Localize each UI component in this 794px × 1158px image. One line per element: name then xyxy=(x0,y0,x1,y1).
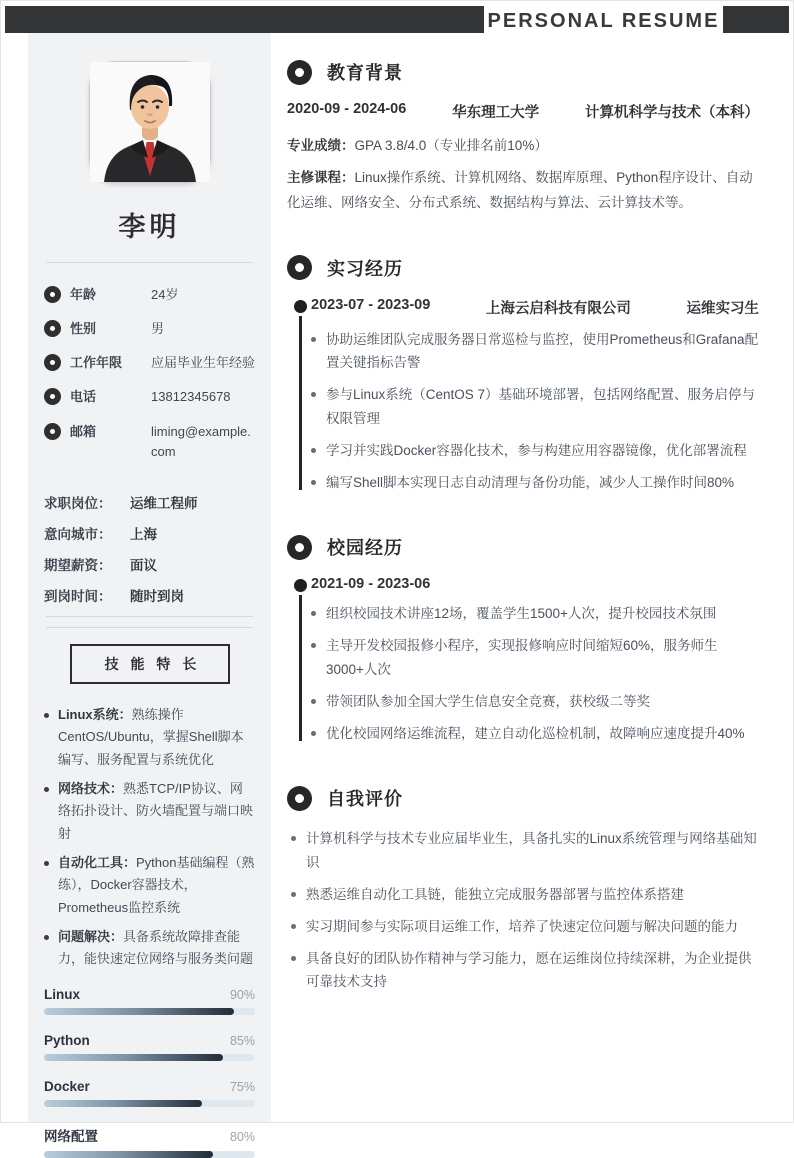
skill-bar-track xyxy=(44,1054,255,1061)
bullet-text: 编写Shell脚本实现日志自动清理与备份功能，减少人工操作时间80% xyxy=(326,474,735,490)
skill-bar-name: Linux xyxy=(44,986,80,1002)
portrait-illustration xyxy=(90,62,210,182)
timeline-line xyxy=(299,316,302,490)
education-gpa-line xyxy=(287,134,759,158)
section-circle-icon xyxy=(287,786,312,811)
intent-row xyxy=(44,492,255,512)
section-title: 校园经历 xyxy=(327,538,403,559)
internship-timeline xyxy=(287,297,759,494)
info-value: 13812345678 xyxy=(151,389,231,405)
info-value: 应届毕业生年经验 xyxy=(151,355,256,371)
section-title: 教育背景 xyxy=(327,63,403,83)
timeline-dot-icon xyxy=(294,579,307,592)
bullet-dot-icon xyxy=(311,611,316,616)
section-education xyxy=(287,59,759,215)
info-value: liming@example.com xyxy=(151,423,251,459)
job-intent-list xyxy=(44,492,255,605)
bullet-dot-icon xyxy=(311,731,316,736)
skill-term: 网络技术： xyxy=(58,780,124,796)
avatar xyxy=(89,61,211,183)
skill-bar-row xyxy=(44,987,255,1015)
campus-bullets xyxy=(311,602,759,745)
bullet-text: 协助运维团队完成服务器日常巡检与监控，使用Prometheus和Grafana配置关键指标告警 xyxy=(326,331,759,371)
section-header xyxy=(287,534,759,560)
bullet-dot-icon xyxy=(311,480,316,485)
candidate-name: 李明 xyxy=(118,212,181,242)
bullet-text: 参与Linux系统（CentOS 7）基础环境部署，包括网络配置、服务启停与权限管理 xyxy=(326,387,756,426)
content xyxy=(5,33,789,1144)
timeline-line xyxy=(299,595,302,741)
info-row xyxy=(44,422,255,462)
info-label: 邮箱 xyxy=(70,423,97,439)
info-row xyxy=(44,387,255,407)
intent-value: 上海 xyxy=(130,526,157,542)
skill-term: 自动化工具： xyxy=(58,855,137,870)
bullet-dot-icon xyxy=(291,836,296,841)
intent-label: 求职岗位： xyxy=(44,495,112,511)
intent-row xyxy=(44,554,255,574)
section-circle-icon xyxy=(287,255,312,280)
section-internship xyxy=(287,255,759,494)
bullet-item xyxy=(291,827,759,873)
skills-section-title: 技 能 特 长 xyxy=(70,644,230,684)
bullet-item xyxy=(311,328,759,374)
internship-period: 2023-07 - 2023-09 xyxy=(311,296,431,313)
education-period: 2020-09 - 2024-06 xyxy=(287,101,407,117)
intent-label: 期望薪资： xyxy=(44,557,112,573)
intent-value: 随时到岗 xyxy=(130,588,184,604)
section-self-evaluation xyxy=(287,785,759,993)
skill-bar-name: Docker xyxy=(44,1078,90,1094)
bullet-item xyxy=(291,883,759,906)
sidebar-divider xyxy=(46,627,253,628)
bullet-text: 实习期间参与实际项目运维工作，培养了快速定位问题与解决问题的能力 xyxy=(306,918,738,934)
skill-bar-name: Python xyxy=(44,1032,90,1048)
skill-bar-head xyxy=(44,1125,255,1145)
skill-term: Linux系统： xyxy=(58,706,132,722)
bullet-text: 具备良好的团队协作精神与学习能力，愿在运维岗位持续深耕，为企业提供可靠技术支持 xyxy=(306,951,752,990)
bullet-circle-icon xyxy=(44,354,61,371)
skill-bar-row xyxy=(44,1125,255,1158)
bullet-item xyxy=(311,634,759,680)
skill-bar-percent: 80% xyxy=(229,1129,255,1144)
info-value: 24岁 xyxy=(151,287,179,302)
skill-point-text xyxy=(58,704,255,771)
skill-point xyxy=(44,852,255,919)
bullet-dot-icon xyxy=(291,924,296,929)
section-title: 实习经历 xyxy=(327,258,403,279)
bullet-item xyxy=(311,383,759,429)
page-title: PERSONAL RESUME xyxy=(484,1,723,41)
bullet-item xyxy=(311,690,759,713)
skill-desc: 具备系统故障排查能力，能快速定位网络与服务类问题 xyxy=(58,929,254,967)
sidebar-divider xyxy=(46,262,253,263)
bullet-item xyxy=(311,602,759,625)
internship-bullets xyxy=(311,328,759,494)
info-label: 工作年限 xyxy=(70,355,123,371)
section-circle-icon xyxy=(287,535,312,560)
skill-bar-fill xyxy=(44,1008,234,1015)
info-row xyxy=(44,319,255,339)
campus-period: 2021-09 - 2023-06 xyxy=(311,576,431,593)
info-label: 年龄 xyxy=(70,287,97,302)
bullet-circle-icon xyxy=(44,320,61,337)
education-entry-header xyxy=(287,101,759,122)
bullet-text: 学习并实践Docker容器化技术，参与构建应用容器镜像，优化部署流程 xyxy=(326,442,747,458)
skill-bar-percent: 75% xyxy=(229,1079,255,1094)
main-column xyxy=(271,33,789,1122)
section-title: 自我评价 xyxy=(327,789,403,810)
skill-bar-row xyxy=(44,1079,255,1107)
skill-bar-percent: 90% xyxy=(229,987,255,1002)
education-school: 华东理工大学 xyxy=(452,105,540,121)
bullet-dot-icon xyxy=(311,392,316,397)
campus-entry-header xyxy=(311,576,759,592)
skill-bar-row xyxy=(44,1033,255,1061)
skill-desc: Python基础编程（熟练），Docker容器技术，Prometheus监控系统 xyxy=(58,855,255,915)
bullet-text: 优化校园网络运维流程，建立自动化巡检机制，故障响应速度提升40% xyxy=(326,726,745,742)
skill-bar-fill xyxy=(44,1054,223,1061)
bullet-item xyxy=(311,471,759,494)
bullet-dot-icon xyxy=(311,699,316,704)
section-campus xyxy=(287,534,759,745)
bullet-dot-icon xyxy=(44,935,49,940)
intent-label: 意向城市： xyxy=(44,526,112,542)
gpa-label: 专业成绩： xyxy=(287,138,355,153)
bullet-item xyxy=(311,722,759,745)
internship-entry-header xyxy=(311,297,759,318)
bullet-dot-icon xyxy=(44,713,49,718)
self-evaluation-bullets xyxy=(287,827,759,993)
timeline-dot-icon xyxy=(294,300,307,313)
skill-bar-track xyxy=(44,1100,255,1107)
skill-bar-percent: 85% xyxy=(229,1033,255,1048)
intent-row xyxy=(44,585,255,605)
section-header xyxy=(287,255,759,281)
skill-term: 问题解决： xyxy=(58,929,124,945)
basic-info-list xyxy=(44,285,255,462)
education-major: 计算机科学与技术（本科） xyxy=(584,105,759,121)
courses-value: Linux操作系统、计算机网络、数据库原理、Python程序设计、自动化运维、网络安全、分布式系统、数据结构与算法、云计算技术等。 xyxy=(287,170,753,210)
skill-bar-head xyxy=(44,1079,255,1094)
intent-label: 到岗时间： xyxy=(44,588,112,604)
section-header xyxy=(287,59,759,85)
bullet-dot-icon xyxy=(44,861,49,866)
skill-bar-fill xyxy=(44,1151,213,1158)
bullet-item xyxy=(311,439,759,462)
sidebar xyxy=(28,33,271,1144)
bullet-dot-icon xyxy=(311,643,316,648)
skill-bar-name: 网络配置 xyxy=(44,1128,98,1144)
bullet-dot-icon xyxy=(311,448,316,453)
skill-desc: 熟悉TCP/IP协议、网络拓扑设计、防火墙配置与端口映射 xyxy=(58,780,254,841)
bullet-text: 带领团队参加全国大学生信息安全竞赛，获校级二等奖 xyxy=(326,693,650,709)
bullet-circle-icon xyxy=(44,423,61,440)
courses-label: 主修课程： xyxy=(287,170,355,186)
skill-bar-track xyxy=(44,1151,255,1158)
skill-bar-track xyxy=(44,1008,255,1015)
campus-timeline xyxy=(287,576,759,745)
intent-value: 面议 xyxy=(130,557,157,573)
skill-point-text xyxy=(58,926,255,971)
bullet-dot-icon xyxy=(44,787,49,792)
bullet-text: 主导开发校园报修小程序，实现报修响应时间缩短60%，服务师生3000+人次 xyxy=(326,638,718,677)
intent-value: 运维工程师 xyxy=(130,495,198,511)
top-banner xyxy=(5,6,789,33)
bullet-circle-icon xyxy=(44,286,61,303)
bullet-item xyxy=(291,947,759,993)
bullet-circle-icon xyxy=(44,388,61,405)
bullet-text: 熟悉运维自动化工具链，能独立完成服务器部署与监控体系搭建 xyxy=(306,886,684,902)
info-label: 电话 xyxy=(70,389,97,405)
skill-bars xyxy=(44,987,255,1158)
skill-point-text xyxy=(58,778,255,845)
bullet-dot-icon xyxy=(291,892,296,897)
skill-point xyxy=(44,778,255,845)
education-courses-line xyxy=(287,166,759,215)
skill-points-list xyxy=(44,704,255,971)
info-label: 性别 xyxy=(70,321,97,337)
skill-desc: 熟练操作CentOS/Ubuntu，掌握Shell脚本编写、服务配置与系统优化 xyxy=(58,706,244,767)
internship-role: 运维实习生 xyxy=(686,300,759,317)
bullet-item xyxy=(291,915,759,938)
bullet-dot-icon xyxy=(311,337,316,342)
bullet-text: 计算机科学与技术专业应届毕业生，具备扎实的Linux系统管理与网络基础知识 xyxy=(306,831,757,870)
info-value: 男 xyxy=(151,321,165,337)
internship-company: 上海云启科技有限公司 xyxy=(485,300,631,317)
bullet-text: 组织校园技术讲座12场，覆盖学生1500+人次，提升校园技术氛围 xyxy=(326,606,717,622)
section-circle-icon xyxy=(287,60,312,85)
skill-point xyxy=(44,926,255,971)
skill-point-text xyxy=(58,852,255,919)
info-row xyxy=(44,353,255,373)
gpa-value: GPA 3.8/4.0（专业排名前10%） xyxy=(354,138,548,153)
sidebar-divider xyxy=(46,616,253,617)
intent-row xyxy=(44,523,255,543)
bullet-dot-icon xyxy=(291,956,296,961)
section-header xyxy=(287,785,759,811)
skill-bar-head xyxy=(44,1033,255,1048)
skill-bar-fill xyxy=(44,1100,202,1107)
info-row xyxy=(44,285,255,305)
skill-bar-head xyxy=(44,987,255,1002)
skill-point xyxy=(44,704,255,771)
